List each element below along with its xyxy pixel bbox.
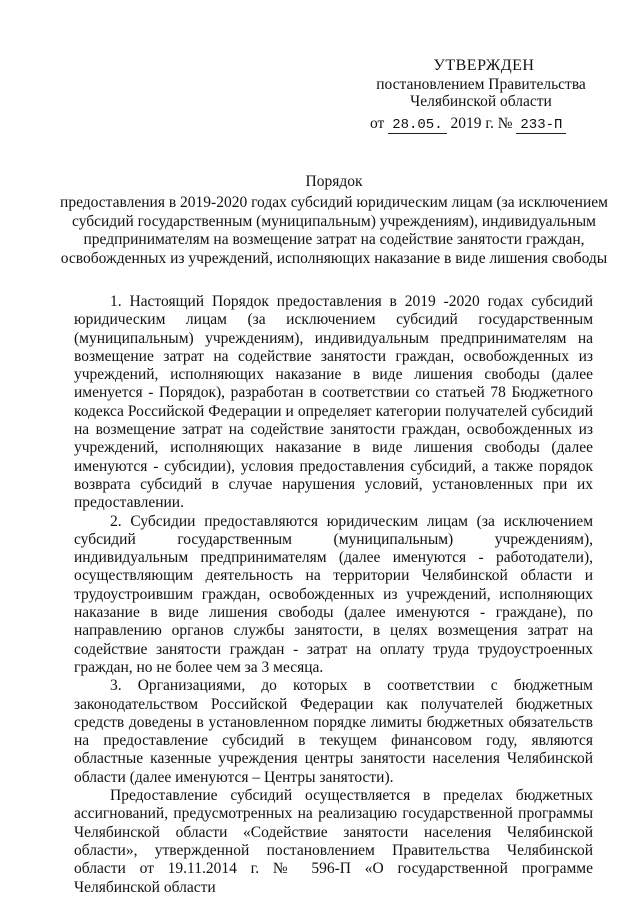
- paragraph-3: 3. Организациями, до которых в соответствии с бюджетным законодательством Российской Федерации как получателей бюджетных средств доведены в установленном порядке лимиты бюджетных обязательств на предоставление субсидий в текущем финансовом году, являются областные казенные учреждения центры занятости населения Челябинской области (далее именуются – Центры занятости).: [74, 677, 593, 786]
- paragraph-2: 2. Субсидии предоставляются юридическим лицам (за исключением субсидий государственным (муниципальным) учреждениям), индивидуальным предпринимателям (далее именуются - работодатели), осуществляющим деятельность на территории Челябинской области и трудоустроившим граждан, освобожденных из учреждений, исполняющих наказание в виде лишения свободы (далее именуются - граждане), по направлению органов службы занятости, в целях возмещения затрат на содействие занятости граждан - затрат на оплату труда трудоустроенных граждан, но не более чем за 3 месяца.: [74, 512, 593, 676]
- approval-date-line: [370, 115, 590, 134]
- paragraph-4: Предоставление субсидий осуществляется в пределах бюджетных ассигнований, предусмотренных на реализацию государственной программы Челябинской области «Содействие занятости населения Челябинской области», утвержденной постановлением Правительства Челябинской области от 19.11.2014 г. № 596-П «О государственной программе Челябинской области: [74, 787, 593, 896]
- approval-line-1: постановлением Правительства: [376, 76, 586, 93]
- approval-title: УТВЕРЖДЕН: [433, 57, 535, 74]
- approval-prefix: от: [370, 115, 385, 132]
- approval-number: 233-П: [516, 117, 566, 134]
- approval-line-2: Челябинской области: [410, 93, 552, 110]
- paragraph-1: 1. Настоящий Порядок предоставления в 2019 -2020 годах субсидий юридическим лицам (за исключением субсидий государственным (муниципальным) учреждениям), индивидуальным предпринимателям на возмещение затрат на содействие занятости граждан, освобожденных из учреждений, исполняющих наказание в виде лишения свободы (далее именуется - Порядок), разработан в соответствии со статьей 78 Бюджетного кодекса Российской Федерации и определяет категории получателей субсидий на возмещение затрат на содействие занятости граждан, освобожденных из учреждений, исполняющих наказание в виде лишения свободы (далее именуются - субсидии), условия предоставления субсидий, а также порядок возврата субсидий в случае нарушения условий, установленных при их предоставлении.: [74, 293, 593, 512]
- approval-stamp: [360, 56, 590, 134]
- document-body: [74, 293, 593, 897]
- approval-year: 2019 г. №: [450, 115, 513, 132]
- document-heading: [50, 173, 618, 268]
- approval-date: 28.05.: [388, 117, 446, 134]
- heading-text: предоставления в 2019-2020 годах субсидий юридическим лицам (за исключением субсидий государственным (муниципальным) учреждениям), индивидуальным предпринимателям на возмещение затрат на содействие занятости граждан, освобожденных из учреждений, исполняющих наказание в виде лишения свободы: [60, 194, 608, 267]
- heading-title: Порядок: [305, 173, 363, 190]
